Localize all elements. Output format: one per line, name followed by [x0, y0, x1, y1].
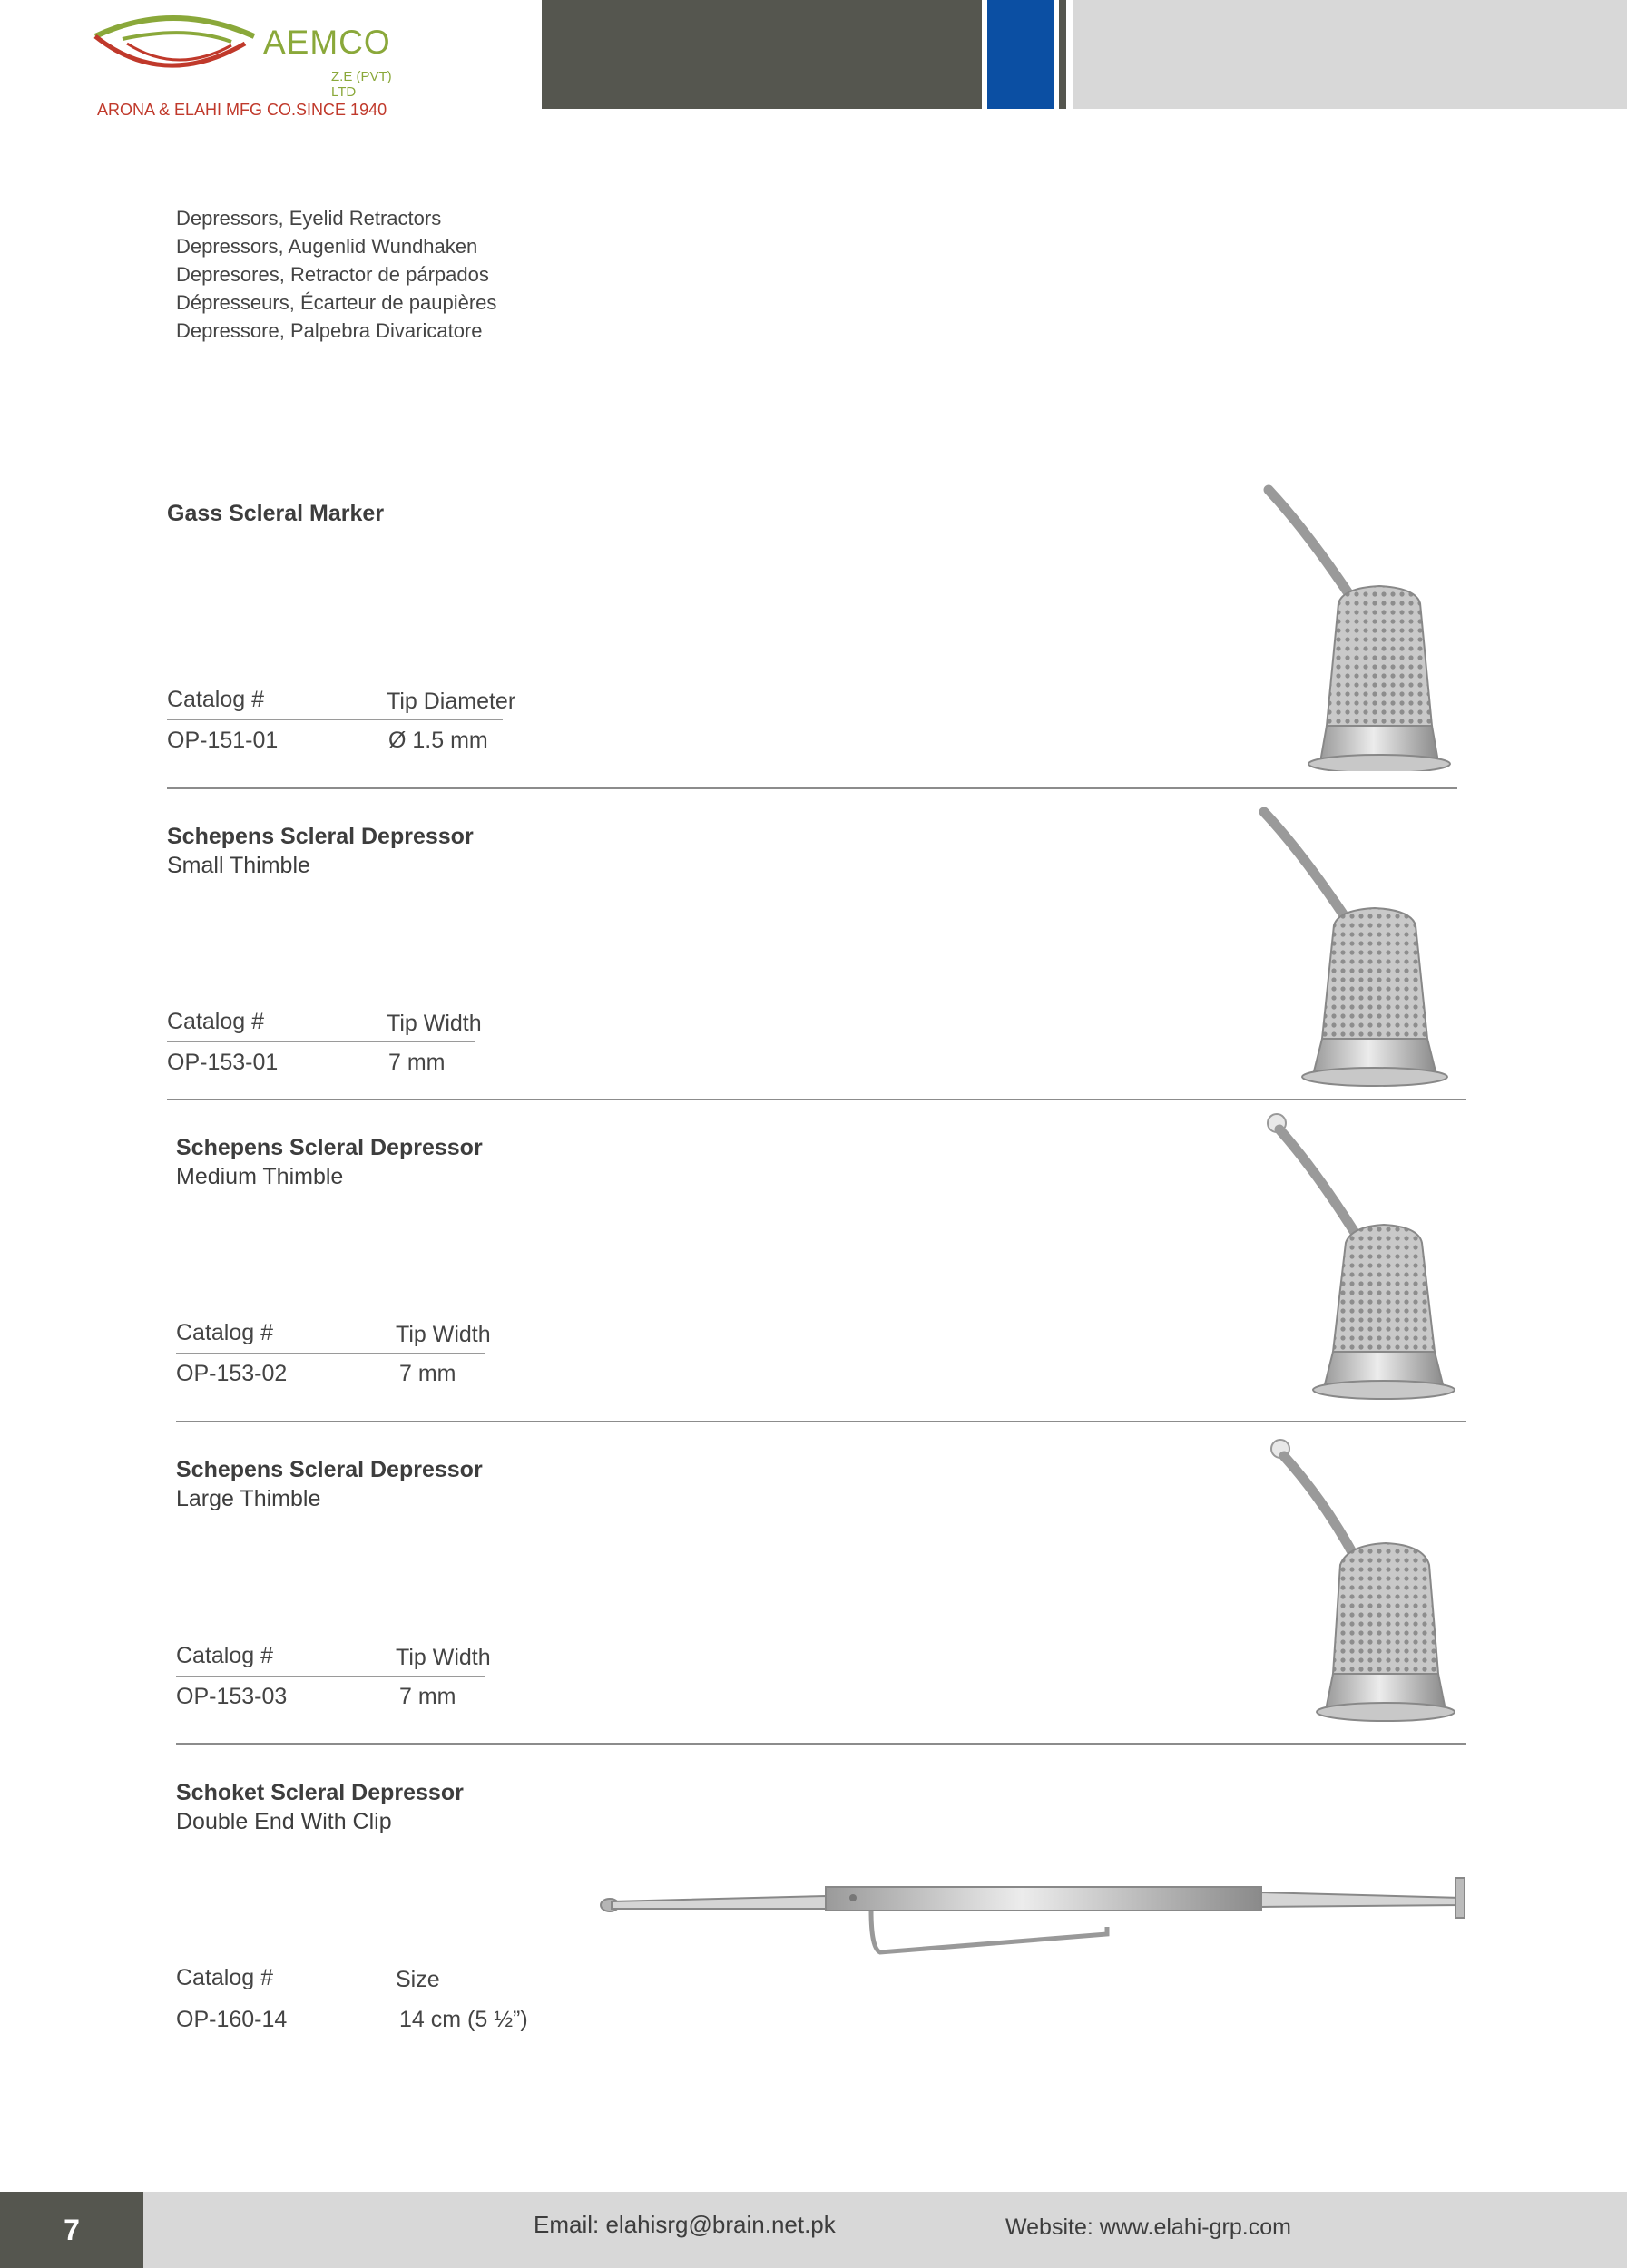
catalog-number: OP-160-14 — [176, 2007, 288, 2032]
header-bar-blue — [987, 0, 1054, 109]
thimble-instrument-image — [1248, 803, 1465, 1093]
brand-tagline: ARONA & ELAHI MFG CO.SINCE 1940 — [97, 101, 387, 119]
header-bar-light — [1073, 0, 1627, 109]
category-titles — [176, 204, 496, 345]
catalog-number: OP-153-01 — [167, 1050, 279, 1075]
spec-value: 7 mm — [399, 1684, 456, 1709]
spec-value: 7 mm — [399, 1361, 456, 1386]
spec-label: Tip Width — [396, 1322, 491, 1347]
thimble-instrument-image — [1252, 481, 1470, 771]
category-title-de: Depressors, Augenlid Wundhaken — [176, 235, 478, 258]
category-title-it: Depressore, Palpebra Divaricatore — [176, 319, 483, 342]
product-name: Gass Scleral Marker — [167, 501, 385, 526]
spec-value: Ø 1.5 mm — [388, 728, 488, 753]
page-number: 7 — [0, 2192, 143, 2268]
category-title-es: Depresores, Retractor de párpados — [176, 263, 489, 286]
catalog-label: Catalog # — [167, 1009, 265, 1034]
table-header-rule — [167, 719, 503, 720]
category-title-fr: Dépresseurs, Écarteur de paupières — [176, 291, 497, 314]
spec-value: 14 cm (5 ½”) — [399, 2007, 528, 2032]
spec-label: Tip Width — [396, 1645, 491, 1670]
table-header-rule — [167, 1041, 475, 1042]
product-subtitle: Medium Thimble — [176, 1164, 344, 1189]
section-divider — [176, 1421, 1466, 1422]
brand-name: AEMCO — [263, 24, 391, 61]
product-subtitle: Double End With Clip — [176, 1809, 392, 1834]
product-name: Schoket Scleral Depressor — [176, 1780, 464, 1805]
spec-value: 7 mm — [388, 1050, 446, 1075]
category-title-en: Depressors, Eyelid Retractors — [176, 207, 442, 230]
catalog-label: Catalog # — [176, 1965, 274, 1990]
catalog-number: OP-153-02 — [176, 1361, 288, 1386]
spec-label: Tip Width — [387, 1011, 482, 1036]
catalog-label: Catalog # — [167, 687, 265, 712]
catalog-label: Catalog # — [176, 1320, 274, 1345]
product-name: Schepens Scleral Depressor — [176, 1457, 483, 1482]
section-divider — [167, 787, 1457, 789]
brand-subtitle: Z.E (PVT) LTD — [331, 69, 392, 100]
spec-label: Size — [396, 1967, 440, 1992]
spec-label: Tip Diameter — [387, 689, 516, 714]
table-header-rule — [176, 1676, 485, 1677]
thimble-instrument-image — [1257, 1107, 1475, 1406]
product-subtitle: Large Thimble — [176, 1486, 321, 1511]
product-name: Schepens Scleral Depressor — [167, 824, 474, 849]
footer-website: Website: www.elahi-grp.com — [1005, 2214, 1291, 2240]
footer-bar — [143, 2192, 1627, 2268]
section-divider — [176, 1743, 1466, 1745]
table-header-rule — [176, 1353, 485, 1354]
product-name: Schepens Scleral Depressor — [176, 1135, 483, 1160]
header-bar-dark — [542, 0, 982, 109]
header-bar-divider — [1059, 0, 1066, 109]
catalog-number: OP-151-01 — [167, 728, 279, 753]
thimble-instrument-image — [1257, 1429, 1475, 1728]
catalog-label: Catalog # — [176, 1643, 274, 1668]
catalog-number: OP-153-03 — [176, 1684, 288, 1709]
company-logo — [86, 7, 413, 121]
section-divider — [167, 1099, 1466, 1100]
scleral-depressor-clip-image — [599, 1869, 1470, 1969]
product-subtitle: Small Thimble — [167, 853, 310, 878]
footer-email: Email: elahisrg@brain.net.pk — [534, 2211, 836, 2238]
